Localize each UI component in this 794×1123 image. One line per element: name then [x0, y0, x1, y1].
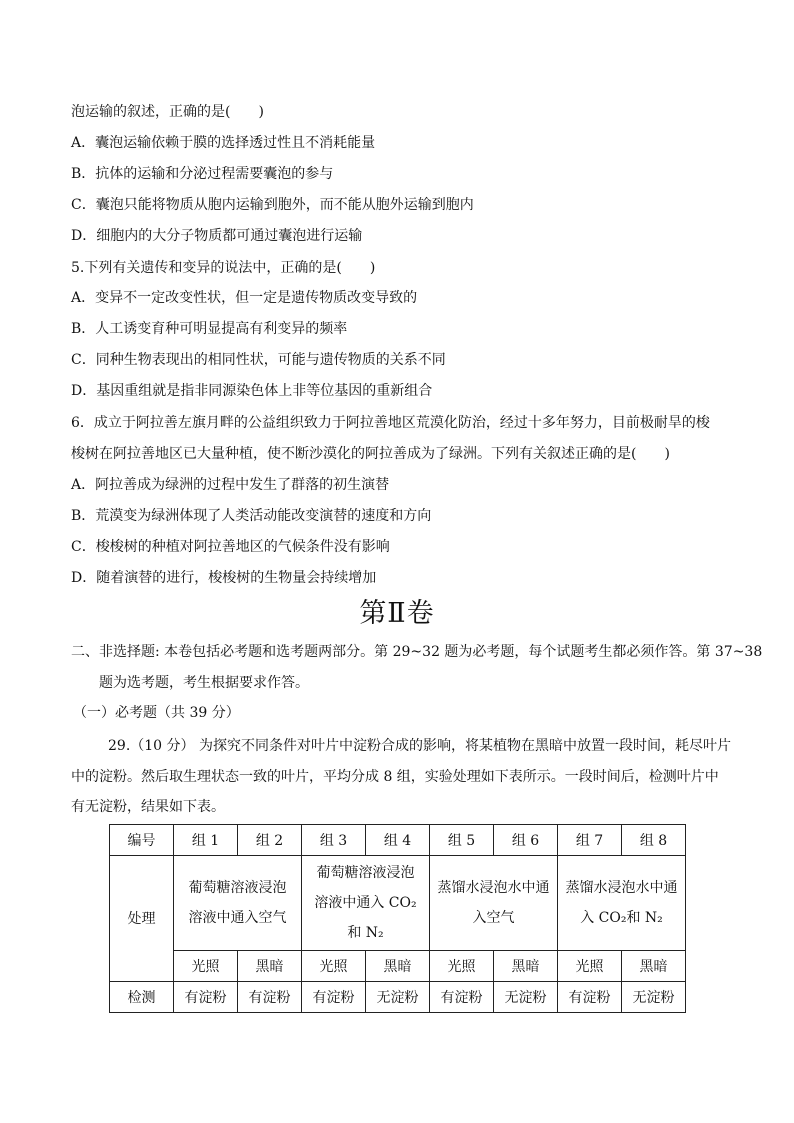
option-a: A．阿拉善成为绿洲的过程中发生了群落的初生演替 [71, 477, 390, 493]
table-row-light [110, 951, 686, 982]
question-6-cont: 梭树在阿拉善地区已大量种植，使不断沙漠化的阿拉善成为了绿洲。下列有关叙述正确的是( ) [71, 446, 670, 462]
option-d: D．随着演替的进行，梭梭树的生物量会持续增加 [71, 570, 377, 586]
table-header-row [110, 825, 686, 856]
question-6: 6．成立于阿拉善左旗月畔的公益组织致力于阿拉善地区荒漠化防治，经过十多年努力，目前极耐旱的梭 [71, 415, 710, 431]
section2-intro: 二、非选择题: 本卷包括必考题和选考题两部分。第 29~32 题为必考题，每个试题考生都必须作答。第 37~38 [71, 644, 763, 660]
light-cell: 黑暗 [366, 951, 430, 982]
light-cell: 黑暗 [494, 951, 558, 982]
required-label: （一）必考题（共 39 分） [73, 705, 240, 721]
treatment-text: 溶液中通入 CO₂ [314, 895, 417, 911]
light-cell: 光照 [430, 951, 494, 982]
detect-label-cell: 检测 [110, 982, 174, 1013]
result-cell: 无淀粉 [366, 982, 430, 1013]
option-c: C．梭梭树的种植对阿拉善地区的气候条件没有影响 [71, 539, 390, 555]
result-cell: 有淀粉 [302, 982, 366, 1013]
result-cell: 有淀粉 [558, 982, 622, 1013]
table-header-cell: 组 4 [366, 825, 430, 856]
treatment-text: 蒸馏水浸泡水中通 [565, 880, 678, 896]
question-29-cont: 中的淀粉。然后取生理状态一致的叶片，平均分成 8 组，实验处理如下表所示。一段时间后，检测叶片中 [71, 769, 719, 785]
treatment-text: 入 CO₂和 N₂ [580, 910, 663, 926]
treatment-cell [174, 856, 302, 951]
table-header-cell: 组 1 [174, 825, 238, 856]
light-cell: 光照 [174, 951, 238, 982]
treatment-cell [430, 856, 558, 951]
table-header-cell: 组 3 [302, 825, 366, 856]
result-cell: 有淀粉 [174, 982, 238, 1013]
treatment-text: 溶液中通入空气 [188, 910, 287, 926]
result-cell: 有淀粉 [238, 982, 302, 1013]
section-title: 第Ⅱ卷 [359, 598, 435, 629]
option-b: B．荒漠变为绿洲体现了人类活动能改变演替的速度和方向 [71, 508, 432, 524]
light-cell: 黑暗 [238, 951, 302, 982]
table-header-cell: 组 8 [622, 825, 686, 856]
option-c: C．囊泡只能将物质从胞内运输到胞外，而不能从胞外运输到胞内 [71, 197, 474, 213]
result-cell: 无淀粉 [494, 982, 558, 1013]
option-b: B．抗体的运输和分泌过程需要囊泡的参与 [71, 166, 334, 182]
table-row-treatment [110, 856, 686, 951]
table-header-cell: 编号 [110, 825, 174, 856]
experiment-table [109, 824, 686, 1013]
treatment-text: 葡萄糖溶液浸泡 [188, 880, 287, 896]
option-c: C．同种生物表现出的相同性状，可能与遗传物质的关系不同 [71, 352, 446, 368]
light-cell: 光照 [302, 951, 366, 982]
treatment-cell [558, 856, 686, 951]
treatment-text: 蒸馏水浸泡水中通 [437, 880, 550, 896]
light-cell: 黑暗 [622, 951, 686, 982]
process-label-cell: 处理 [110, 856, 174, 982]
question-29-cont: 有无淀粉，结果如下表。 [71, 799, 225, 815]
treatment-text: 入空气 [472, 910, 515, 926]
light-cell: 光照 [558, 951, 622, 982]
table-header-cell: 组 5 [430, 825, 494, 856]
option-a: A．变异不一定改变性状，但一定是遗传物质改变导致的 [71, 290, 418, 306]
option-d: D．基因重组就是指非同源染色体上非等位基因的重新组合 [71, 383, 433, 399]
question-5: 5.下列有关遗传和变异的说法中，正确的是( ) [71, 260, 376, 276]
table-header-cell: 组 2 [238, 825, 302, 856]
text-line: 泡运输的叙述，正确的是( ) [71, 104, 264, 120]
result-cell: 有淀粉 [430, 982, 494, 1013]
question-29: 29.（10 分） 为探究不同条件对叶片中淀粉合成的影响，将某植物在黑暗中放置一段时间，耗尽叶片 [108, 738, 731, 754]
table-header-cell: 组 6 [494, 825, 558, 856]
option-d: D．细胞内的大分子物质都可通过囊泡进行运输 [71, 228, 363, 244]
treatment-text: 葡萄糖溶液浸泡 [316, 865, 415, 881]
section2-intro-cont: 题为选考题，考生根据要求作答。 [99, 675, 309, 691]
table-header-cell: 组 7 [558, 825, 622, 856]
treatment-text: 和 N₂ [347, 925, 384, 941]
table-row-detect [110, 982, 686, 1013]
option-b: B．人工诱变育种可明显提高有利变异的频率 [71, 321, 348, 337]
option-a: A．囊泡运输依赖于膜的选择透过性且不消耗能量 [71, 135, 376, 151]
result-cell: 无淀粉 [622, 982, 686, 1013]
treatment-cell [302, 856, 430, 951]
